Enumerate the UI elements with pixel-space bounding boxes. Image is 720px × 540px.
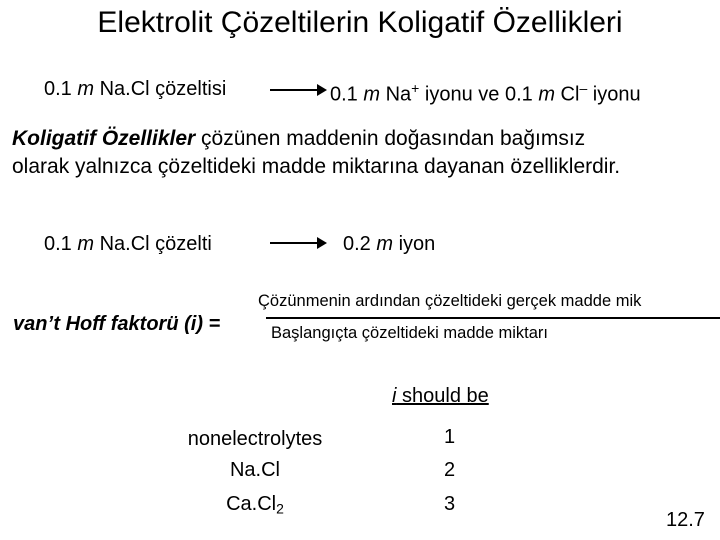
concentration-value: 0.1 xyxy=(44,233,72,255)
fraction-bar xyxy=(266,317,720,319)
molality-symbol: m xyxy=(77,78,95,100)
fraction-numerator: Çözünmenin ardından çözeltideki gerçek madde mik xyxy=(258,292,642,310)
ion-connector: iyonu ve 0.1 xyxy=(419,83,539,106)
definition-term: Koligatif Özellikler xyxy=(12,127,196,150)
row-cacl2-name xyxy=(150,493,360,517)
should-be-text: should be xyxy=(396,385,489,407)
definition-line-1 xyxy=(12,127,585,151)
solution-name: Na.Cl çözelti xyxy=(94,233,212,255)
molality-symbol-2: m xyxy=(538,83,555,106)
solution-name: Na.Cl çözeltisi xyxy=(94,78,227,100)
na-charge: + xyxy=(411,80,420,96)
molality-symbol: m xyxy=(77,233,95,255)
row-nonelectrolytes-name: nonelectrolytes xyxy=(187,428,323,450)
row-nonelectrolytes-value: 1 xyxy=(444,426,456,448)
ion-products-label xyxy=(330,80,641,107)
row-nacl-name: Na.Cl xyxy=(229,459,280,481)
na-concentration: 0.1 xyxy=(330,83,358,106)
row-cacl2-value: 3 xyxy=(444,493,456,515)
arrow-icon xyxy=(270,89,318,91)
cl-ion: Cl xyxy=(555,83,580,106)
nacl-solution-label xyxy=(44,78,226,101)
definition-text-1: çözünen maddenin doğasından bağımsız xyxy=(195,127,586,150)
slide-title: Elektrolit Çözeltilerin Koligatif Özellikleri xyxy=(97,6,623,39)
concentration-value: 0.1 xyxy=(44,78,72,100)
row-nacl-value: 2 xyxy=(444,459,456,481)
na-ion: Na xyxy=(380,83,412,106)
arrow-icon xyxy=(270,242,318,244)
slide-number: 12.7 xyxy=(666,509,705,531)
cl-charge: – xyxy=(579,80,588,96)
fraction-denominator: Başlangıçta çözeltideki madde miktarı xyxy=(271,324,548,342)
ion-concentration: 0.2 xyxy=(343,233,371,255)
i-symbol: i xyxy=(392,385,397,407)
cacl-formula: Ca.Cl xyxy=(226,493,277,515)
i-should-be-header xyxy=(392,385,489,408)
ion-suffix: iyonu xyxy=(587,83,641,106)
molality-symbol: m xyxy=(363,83,381,106)
cacl-subscript: 2 xyxy=(276,500,284,517)
nacl-solution-label-2 xyxy=(44,233,212,256)
vant-hoff-label: van’t Hoff faktorü (i) = xyxy=(13,313,221,335)
molality-symbol: m xyxy=(376,233,394,255)
ion-total-label xyxy=(343,233,435,256)
ion-word: iyon xyxy=(393,233,436,255)
definition-line-2: olarak yalnızca çözeltideki madde miktarına dayanan özelliklerdir. xyxy=(12,155,621,178)
